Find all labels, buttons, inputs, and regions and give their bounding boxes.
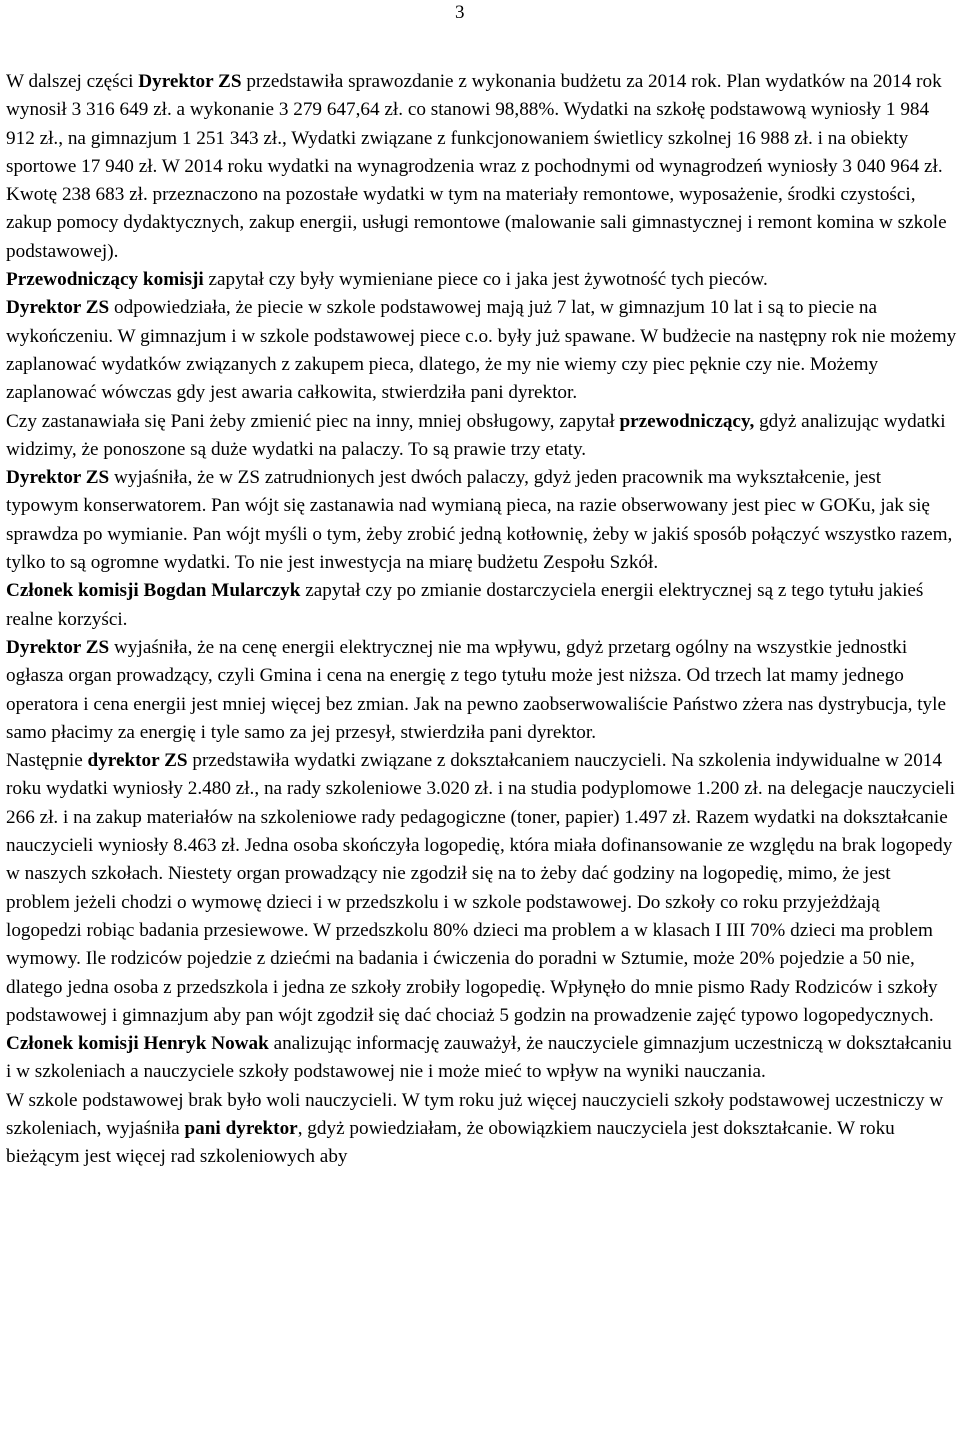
bold-text-run: Dyrektor ZS — [6, 467, 110, 489]
paragraph — [6, 577, 958, 634]
bold-text-run: Dyrektor ZS — [6, 636, 110, 658]
text-run: W dalszej części — [6, 71, 139, 92]
bold-text-run: Dyrektor ZS — [6, 297, 110, 319]
paragraph — [6, 464, 958, 577]
text-run: analizując informację zauważył, że nauczyciele gimnazjum uczestniczą w dokształcaniu i w szkoleniach a nauczyciele szkoły podstawowej nie i może mieć to wpływ na wyniki nauczania. — [6, 1033, 952, 1083]
paragraph — [6, 266, 958, 294]
paragraph — [6, 68, 958, 266]
paragraph — [6, 1087, 958, 1172]
text-run: , gdyż powiedziałam, że obowiązkiem nauczyciela jest dokształcanie. W roku bieżącym jest więcej rad szkoleniowych aby — [6, 1117, 895, 1168]
bold-text-run: Dyrektor ZS — [138, 71, 242, 92]
text-run: zapytał czy były wymieniane piece co i jaka jest żywotność tych pieców. — [203, 269, 768, 291]
paragraph — [6, 634, 958, 747]
text-run: zapytał czy po zmianie dostarczyciela energii elektrycznej są z tego tytułu jakieś realne korzyści. — [6, 580, 924, 630]
bold-text-run: Członek komisji Henryk Nowak — [6, 1033, 269, 1055]
text-run: Czy zastanawiała się Pani żeby zmienić piec na inny, mniej obsługowy, zapytał — [6, 410, 620, 432]
paragraph — [6, 747, 958, 1030]
bold-text-run: Członek komisji Bogdan Mularczyk — [6, 580, 301, 602]
bold-text-run: przewodniczący, — [619, 410, 755, 432]
bold-text-run: dyrektor ZS — [87, 750, 188, 772]
text-run: gdyż analizując wydatki widzimy, że ponoszone są duże wydatki na palaczy. To są prawie trzy etaty. — [6, 410, 946, 460]
bold-text-run: pani dyrektor — [184, 1117, 298, 1139]
text-run: Następnie — [6, 750, 88, 772]
text-run: W szkole podstawowej brak było woli nauczycieli. W tym roku już więcej nauczycieli szkoły podstawowej uczestniczy w szkoleniach, wyjaśniła — [6, 1089, 944, 1139]
text-run: odpowiedziała, że piecie w szkole podstawowej mają już 7 lat, w gimnazjum 10 lat i są to piecie na wykończeniu. W gimnazjum i w szkole podstawowej piece c.o. były już spawane. W budżecie na następny rok nie możemy zaplanować wydatków związanych z zakupem pieca, dlatego, że my nie wiemy czy piec pęknie czy nie. Możemy zaplanować wówczas gdy jest awaria całkowita, stwierdziła pani dyrektor. — [6, 297, 957, 404]
page-number: 3 — [455, 2, 465, 23]
text-run: wyjaśniła, że na cenę energii elektrycznej nie ma wpływu, gdyż przetarg ogólny na wszystkie jednostki ogłasza organ prowadzący, czyli Gmina i cena na energię z tego tytułu może jest niższa. Od trzech lat mamy jednego operatora i cena energii jest mniej więcej bez zmian. Jak na pewno zaobserwowaliście Państwo zżera nas dystrybucja, tyle samo płacimy za energię i tyle samo za jej przesył, stwierdziła pani dyrektor. — [6, 636, 946, 743]
bold-text-run: Przewodniczący komisji — [6, 269, 204, 291]
text-run: wyjaśniła, że w ZS zatrudnionych jest dwóch palaczy, gdyż jeden pracownik ma wykształcenie, jest typowym konserwatorem. Pan wójt się zastanawia nad wymianą pieca, na razie obserwowany jest piec w GOKu, jak się sprawdza po wymianie. Pan wójt myśli o tym, żeby zrobić jedną kotłownię, żeby w jakiś sposób połączyć wszystko razem, tylko to są ogromne wydatki. To nie jest inwestycja na miarę budżetu Zespołu Szkół. — [6, 467, 953, 574]
text-run: przedstawiła wydatki związane z dokształcaniem nauczycieli. Na szkolenia indywidualne w 2014 roku wydatki wyniosły 2.480 zł., na rady szkoleniowe 3.020 zł. i na studia podyplomowe 1.200 zł. na delegacje nauczycieli 266 zł. i na zakup materiałów na szkoleniowe rady pedagogiczne (toner, papier) 1.497 zł. Razem wydatki na dokształcanie nauczycieli wyniosły 8.463 zł. Jedna osoba skończyła logopedię, która miała dofinansowanie ze względu na brak logopedy w naszych szkołach. Niestety organ prowadzący nie zgodził się na to żeby dać godziny na logopedię, mimo, że jest problem jeżeli chodzi o wymowę dzieci i w przedszkolu i w szkole podstawowej. Do szkoły co roku przyjeżdżają logopedzi robiąc badania przesiewowe. W przedszkolu 80% dzieci ma problem a w klasach I III 70% dzieci ma problem wymowy. Ile rodziców pojedzie z dziećmi na badania i ćwiczenia do poradni w Sztumie, może 20% pojedzie a 50 nie, dlatego jedna osoba z przedszkola i jedna ze szkoły zrobiły logopedię. Wpłynęło do mnie pismo Rady Rodziców i szkoły podstawowej i gimnazjum aby pan wójt zgodził się dać chociaż 5 godzin na prowadzenie zajęć typowo logopedycznych. — [6, 750, 956, 1026]
paragraph — [6, 294, 958, 407]
paragraph — [6, 408, 958, 465]
text-run: przedstawiła sprawozdanie z wykonania budżetu za 2014 rok. Plan wydatków na 2014 rok wynosił 3 316 649 zł. a wykonanie 3 279 647,64 zł. co stanowi 98,88%. Wydatki na szkołę podstawową wyniosły 1 984 912 zł., na gimnazjum 1 251 343 zł., Wydatki związane z funkcjonowaniem świetlicy szkolnej 16 988 zł. i na obiekty sportowe 17 940 zł. W 2014 roku wydatki na wynagrodzenia wraz z pochodnymi od wynagrodzeń wyniosły 3 040 964 zł. Kwotę 238 683 zł. przeznaczono na pozostałe wydatki w tym na materiały remontowe, wyposażenie, środki czystości, zakup pomocy dydaktycznych, zakup energii, usługi remontowe (malowanie sali gimnastycznej i remont komina w szkole podstawowej). — [6, 71, 947, 262]
paragraph — [6, 1030, 958, 1087]
document-body — [6, 68, 958, 1172]
